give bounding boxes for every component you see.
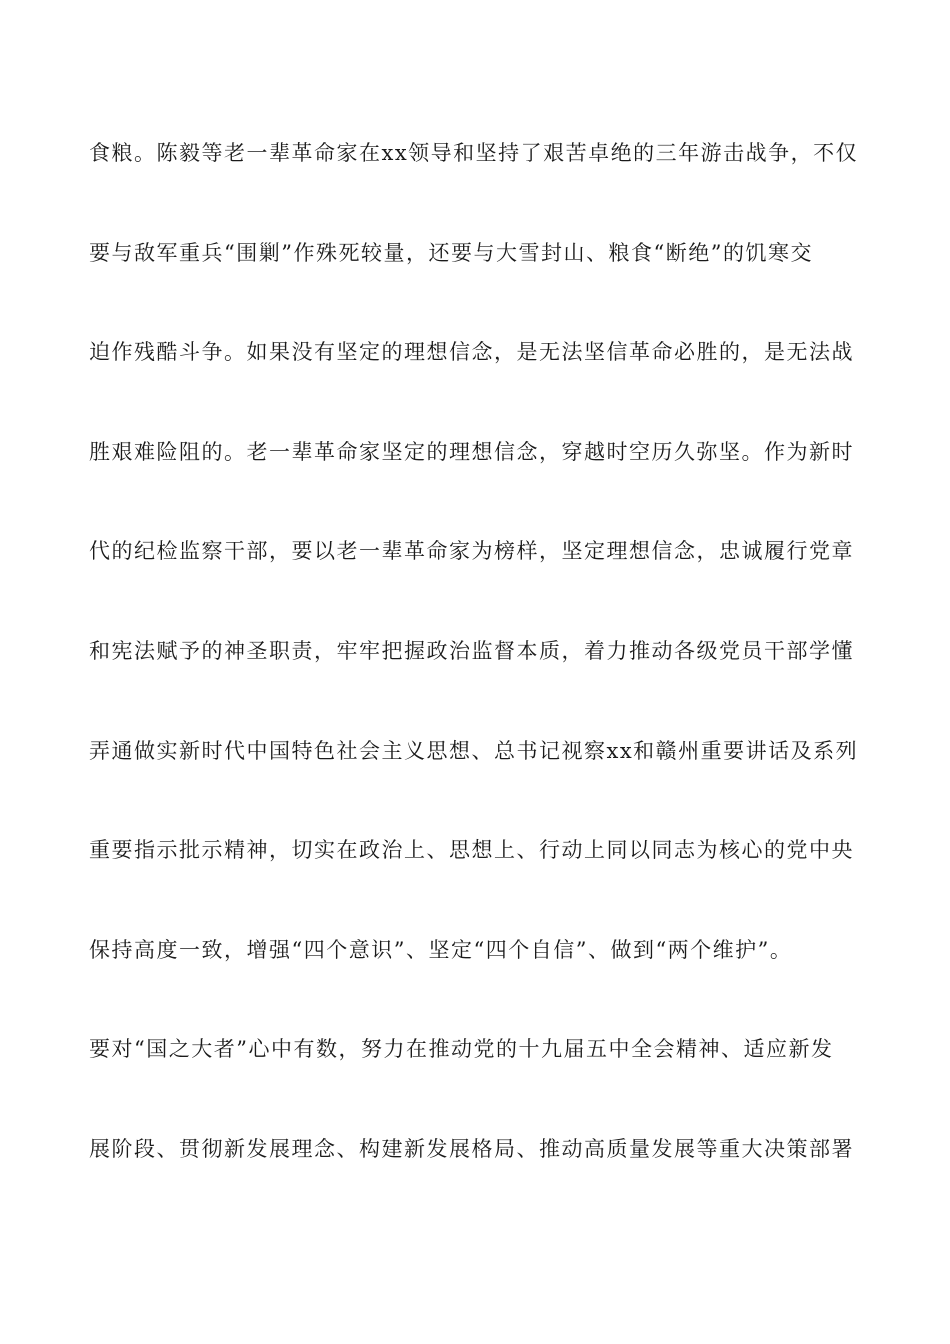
text-line-9: 保持高度一致，增强“四个意识”、坚定“四个自信”、做到“两个维护”。 [89,937,793,962]
text-line-4: 胜艰难险阻的。老一辈革命家坚定的理想信念，穿越时空历久弥坚。作为新时 [89,439,854,464]
text-line-1: 食粮。陈毅等老一辈革命家在xx领导和坚持了艰苦卓绝的三年游击战争，不仅 [89,141,859,165]
text-line-11: 展阶段、贯彻新发展理念、构建新发展格局、推动高质量发展等重大决策部署 [89,1136,854,1161]
document-body [89,133,869,1229]
text-line-2: 要与敌军重兵“围剿”作殊死较量，还要与大雪封山、粮食“断绝”的饥寒交 [89,240,813,265]
text-line-3: 迫作残酷斗争。如果没有坚定的理想信念，是无法坚信革命必胜的，是无法战 [89,340,854,365]
text-line-7: 弄通做实新时代中国特色社会主义思想、总书记视察xx和赣州重要讲话及系列 [89,738,859,763]
text-line-10: 要对“国之大者”心中有数，努力在推动党的十九届五中全会精神、适应新发 [89,1037,834,1062]
text-line-6: 和宪法赋予的神圣职责，牢牢把握政治监督本质，着力推动各级党员干部学懂 [89,638,854,663]
text-line-8: 重要指示批示精神，切实在政治上、思想上、行动上同以同志为核心的党中央 [89,838,854,863]
text-line-5: 代的纪检监察干部，要以老一辈革命家为榜样，坚定理想信念，忠诚履行党章 [89,539,854,564]
